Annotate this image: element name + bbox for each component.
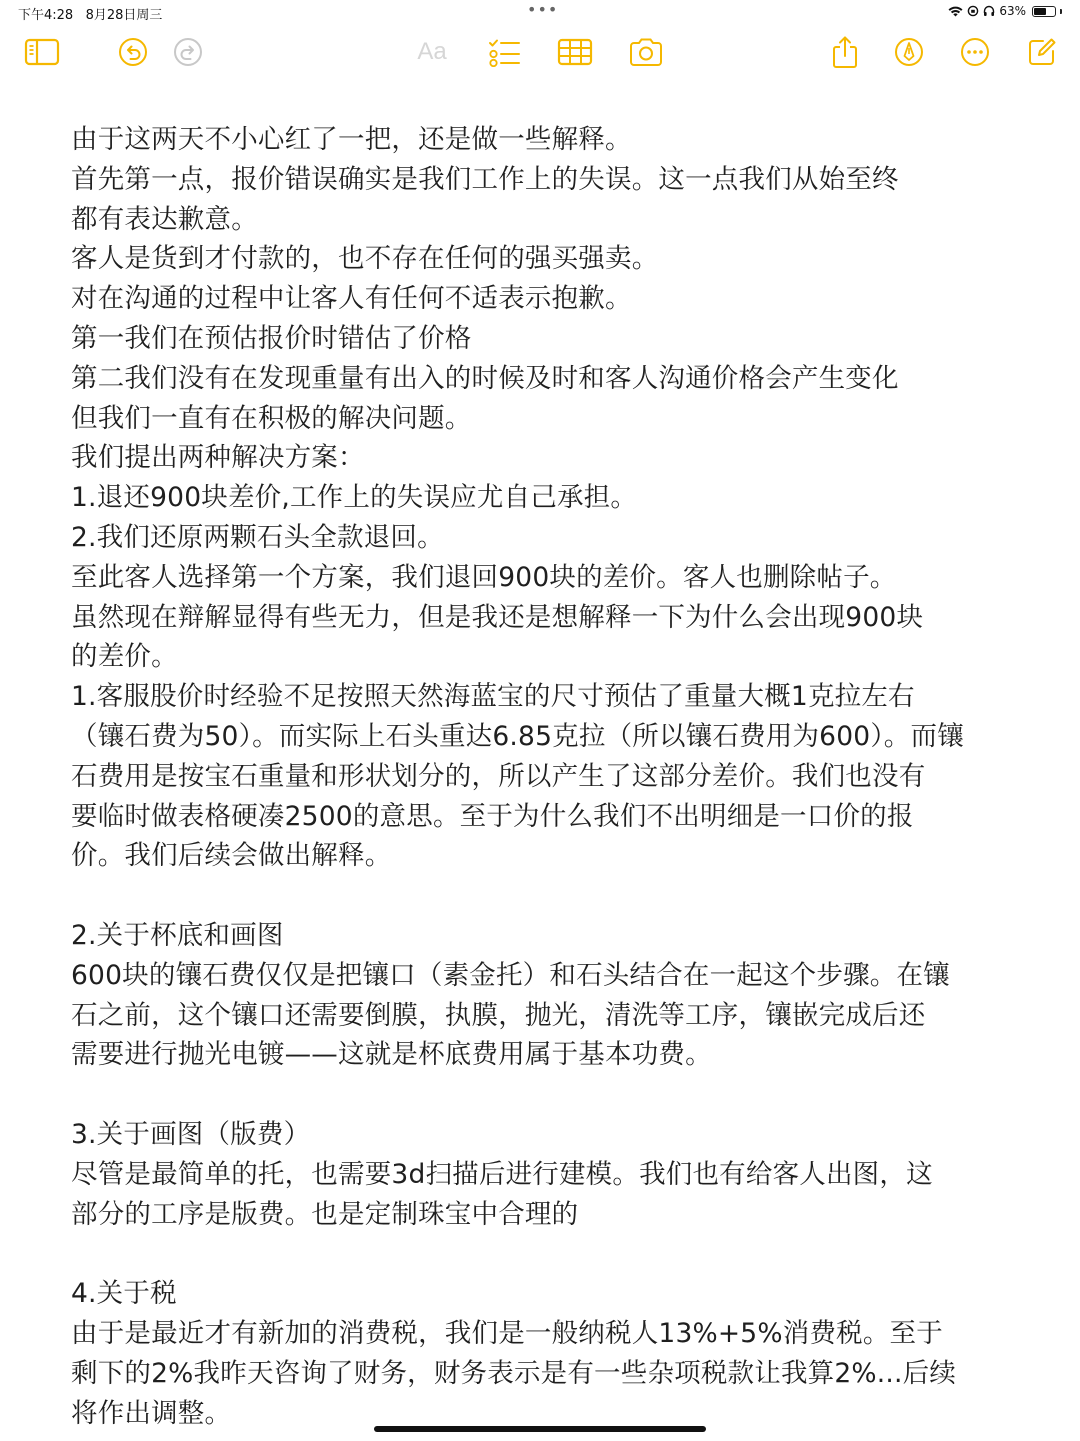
camera-button[interactable] xyxy=(626,32,666,72)
status-time xyxy=(18,4,162,23)
note-line: 需要进行抛光电镀——这就是杯底费用属于基本功费。 xyxy=(71,1039,712,1071)
battery-percent: 63% xyxy=(999,4,1026,18)
more-options-button[interactable] xyxy=(955,32,995,72)
note-blank-line xyxy=(71,876,1021,916)
note-line: 由于是最近才有新加的消费税，我们是一般纳税人13%+5%消费税。至于 xyxy=(71,1317,943,1349)
markup-button[interactable] xyxy=(889,32,929,72)
compose-button[interactable] xyxy=(1022,32,1062,72)
note-line: 虽然现在辩解显得有些无力，但是我还是想解释一下为什么会出现900块 xyxy=(71,601,924,633)
note-line: 第二我们没有在发现重量有出入的时候及时和客人沟通价格会产生变化 xyxy=(71,362,899,394)
note-line: 但我们一直有在积极的解决问题。 xyxy=(71,402,472,434)
note-line: 第一我们在预估报价时错估了价格 xyxy=(71,322,472,354)
note-line: 尽管是最简单的托，也需要3d扫描后进行建模。我们也有给客人出图，这 xyxy=(71,1158,933,1190)
multitasking-dots-icon[interactable]: ••• xyxy=(527,0,559,19)
camera-icon xyxy=(628,37,664,67)
note-line: 我们提出两种解决方案： xyxy=(71,442,365,474)
note-line: 都有表达歉意。 xyxy=(71,203,258,235)
format-label: Aa xyxy=(417,38,447,65)
note-line: 的差价。 xyxy=(71,641,178,673)
note-line: 要临时做表格硬凑2500的意思。至于为什么我们不出明细是一口价的报 xyxy=(71,800,914,832)
headphones-icon xyxy=(983,5,995,17)
note-line: 2.关于杯底和画图 xyxy=(71,919,284,951)
table-button[interactable] xyxy=(555,32,595,72)
note-line: 部分的工序是版费。也是定制珠宝中合理的 xyxy=(71,1198,579,1230)
markup-pen-icon xyxy=(894,37,924,67)
note-line: 2.我们还原两颗石头全款退回。 xyxy=(71,521,444,553)
ellipsis-icon xyxy=(960,37,990,67)
battery-fill xyxy=(1034,8,1046,15)
redo-button[interactable] xyxy=(168,32,208,72)
format-button[interactable] xyxy=(412,32,452,72)
status-bar xyxy=(0,0,1080,26)
sidebar-icon xyxy=(24,38,60,66)
note-line: 1.客服股价时经验不足按照天然海蓝宝的尺寸预估了重量大概1克拉左右 xyxy=(71,681,915,713)
battery-tip xyxy=(1060,9,1062,14)
share-button[interactable] xyxy=(825,32,865,72)
note-line: 剩下的2%我昨天咨询了财务，财务表示是有一些杂项税款让我算2%...后续 xyxy=(71,1357,957,1389)
note-line: 石费用是按宝石重量和形状划分的，所以产生了这部分差价。我们也没有 xyxy=(71,760,926,792)
status-time-text: 下午4:28 xyxy=(18,8,74,23)
wifi-icon xyxy=(948,6,963,17)
orientation-lock-icon xyxy=(967,5,979,17)
undo-icon xyxy=(118,37,148,67)
note-body[interactable] xyxy=(71,120,1021,1433)
note-line: 将作出调整。 xyxy=(71,1397,232,1429)
checklist-button[interactable] xyxy=(484,32,524,72)
note-line: 对在沟通的过程中让客人有任何不适表示抱歉。 xyxy=(71,283,632,315)
note-line: 石之前，这个镶口还需要倒膜，执膜，抛光，清洗等工序，镶嵌完成后还 xyxy=(71,999,926,1031)
notes-toolbar xyxy=(0,28,1080,76)
note-line: 客人是货到才付款的，也不存在任何的强买强卖。 xyxy=(71,243,659,275)
note-line: 1.退还900块差价,工作上的失误应尤自己承担。 xyxy=(71,482,638,514)
note-line: 600块的镶石费仅仅是把镶口（素金托）和石头结合在一起这个步骤。在镶 xyxy=(71,959,950,991)
share-icon xyxy=(830,35,860,69)
note-line: （镶石费为50）。而实际上石头重达6.85克拉（所以镶石费用为600）。而镶 xyxy=(71,720,964,752)
checklist-icon xyxy=(487,37,521,67)
note-line: 价。我们后续会做出解释。 xyxy=(71,840,392,872)
sidebar-toggle-button[interactable] xyxy=(22,32,62,72)
battery-icon xyxy=(1032,6,1056,17)
note-blank-line xyxy=(71,1234,1021,1274)
note-line: 由于这两天不小心红了一把，还是做一些解释。 xyxy=(71,124,632,155)
compose-icon xyxy=(1027,37,1057,67)
note-blank-line xyxy=(71,1075,1021,1115)
note-line: 首先第一点，报价错误确实是我们工作上的失误。这一点我们从始至终 xyxy=(71,163,899,195)
undo-button[interactable] xyxy=(113,32,153,72)
note-line: 4.关于税 xyxy=(71,1278,177,1310)
home-indicator[interactable] xyxy=(374,1426,706,1432)
redo-icon xyxy=(173,37,203,67)
note-line: 至此客人选择第一个方案，我们退回900块的差价。客人也删除帖子。 xyxy=(71,561,897,593)
status-date-text: 8月28日周三 xyxy=(85,8,163,23)
note-line: 3.关于画图（版费） xyxy=(71,1118,311,1150)
status-indicators xyxy=(948,4,1062,18)
table-icon xyxy=(557,38,593,66)
